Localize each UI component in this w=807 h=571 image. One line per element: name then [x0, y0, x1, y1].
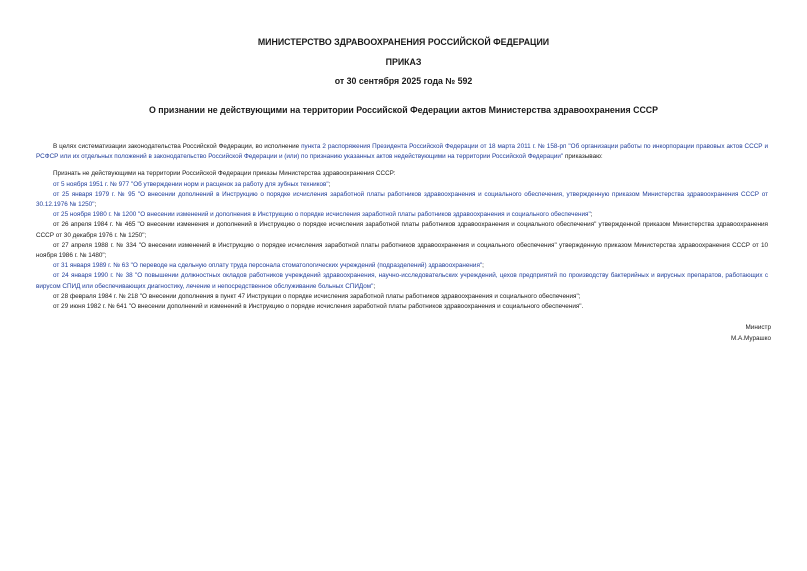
item-link[interactable]: от 25 ноября 1980 г. № 1200 "О внесении изменений и дополнения в Инструкцию о порядке исчисления заработной платы работников здравоохранения и социального обеспечения"	[53, 211, 591, 219]
list-item	[36, 210, 768, 220]
item-text: ;	[590, 211, 593, 219]
doc-type-heading: ПРИКАЗ	[385, 57, 422, 67]
item-link[interactable]: от 25 января 1979 г. № 95 "О внесении дополнений в Инструкцию о порядке исчисления заработной платы работников здравоохранения и социального обеспечения, утвержденную приказом Министерства здравоохранения СССР от 30.12.1976 № 1250"	[36, 190, 768, 209]
item-link[interactable]: от 24 января 1990 г. № 38 "О повышении должностных окладов работников учреждений здравоохранения, научно-исследовательских учреждений, цехов предприятий по производству бактерийных и вирусных препаратов, работающих с вирусом СПИД или обеспечивающих диагностику, лечение и непосредственное обслуживание больных СПИДом"	[36, 272, 768, 290]
signature-name: М.А.Мурашко	[730, 335, 771, 342]
item-text: от 28 февраля 1984 г. № 218 "О внесении дополнения в пункт 47 Инструкции о порядке исчисления заработной платы работников здравоохранения и социального обеспечения";	[53, 292, 581, 300]
ministry-heading: МИНИСТЕРСТВО ЗДРАВООХРАНЕНИЯ РОССИЙСКОЙ ФЕДЕРАЦИИ	[257, 37, 550, 47]
item-text: ;	[328, 180, 331, 188]
list-item	[36, 220, 768, 240]
list-item	[36, 271, 768, 291]
document-title: О признании не действующими на территории Российской Федерации актов Министерства здравоохранения СССР	[148, 105, 659, 115]
list-intro: Признать не действующими на территории Российской Федерации приказы Министерства здравоохранения СССР:	[53, 170, 396, 178]
item-text: ;	[373, 282, 376, 290]
item-text: от 26 апреля 1984 г. № 465 "О внесении изменения и дополнений в Инструкцию о порядке исчисления заработной платы работников здравоохранения и социального обеспечения" утвержденной приказом Министерства здравоохранения СССР от 30 декабря 1976 г. № 1250";	[36, 221, 768, 239]
document-body	[36, 142, 768, 312]
signature-position: Министр	[745, 324, 771, 331]
intro-paragraph	[36, 142, 768, 162]
list-item	[36, 190, 768, 210]
item-link[interactable]: от 5 ноября 1951 г. № 977 "Об утверждении норм и расценок за работу для зубных техников"	[53, 180, 329, 188]
list-item	[36, 241, 768, 261]
item-link[interactable]: от 31 января 1989 г. № 63 "О переводе на сдельную оплату труда персонала стоматологических учреждений (подразделений) здравоохранения"	[53, 262, 483, 270]
intro-link[interactable]: пункта 2 распоряжения Президента Российской Федерации от 18 марта 2011 г. № 158-рп "Об организации работы по инкорпорации правовых актов СССР и РСФСР или их отдельных положений в законодательство Российской Федерации и (или) по признанию указанных актов недействующими на территории Российской Федерации"	[36, 143, 768, 161]
list-item	[36, 180, 768, 190]
list-item	[36, 292, 768, 302]
item-text: ;	[482, 262, 484, 270]
list-item	[36, 261, 768, 271]
date-number-heading: от 30 сентября 2025 года № 592	[334, 76, 473, 86]
item-text: ;	[94, 201, 97, 209]
list-item	[36, 302, 768, 312]
intro-text-end: приказываю:	[563, 153, 603, 161]
intro-text: В целях систематизации законодательства Российской Федерации, во исполнение	[53, 143, 302, 150]
item-text: от 27 апреля 1988 г. № 334 "О внесении изменений в Инструкцию о порядке исчисления заработной платы работников здравоохранения и социального обеспечения" утвержденную приказом Министерства здравоохранения СССР от 10 ноября 1986 г. № 1480";	[36, 241, 768, 260]
item-text: от 29 июня 1982 г. № 641 "О внесении дополнений и изменений в Инструкцию о порядке исчисления заработной платы работников здравоохранения и социального обеспечения".	[53, 303, 584, 311]
